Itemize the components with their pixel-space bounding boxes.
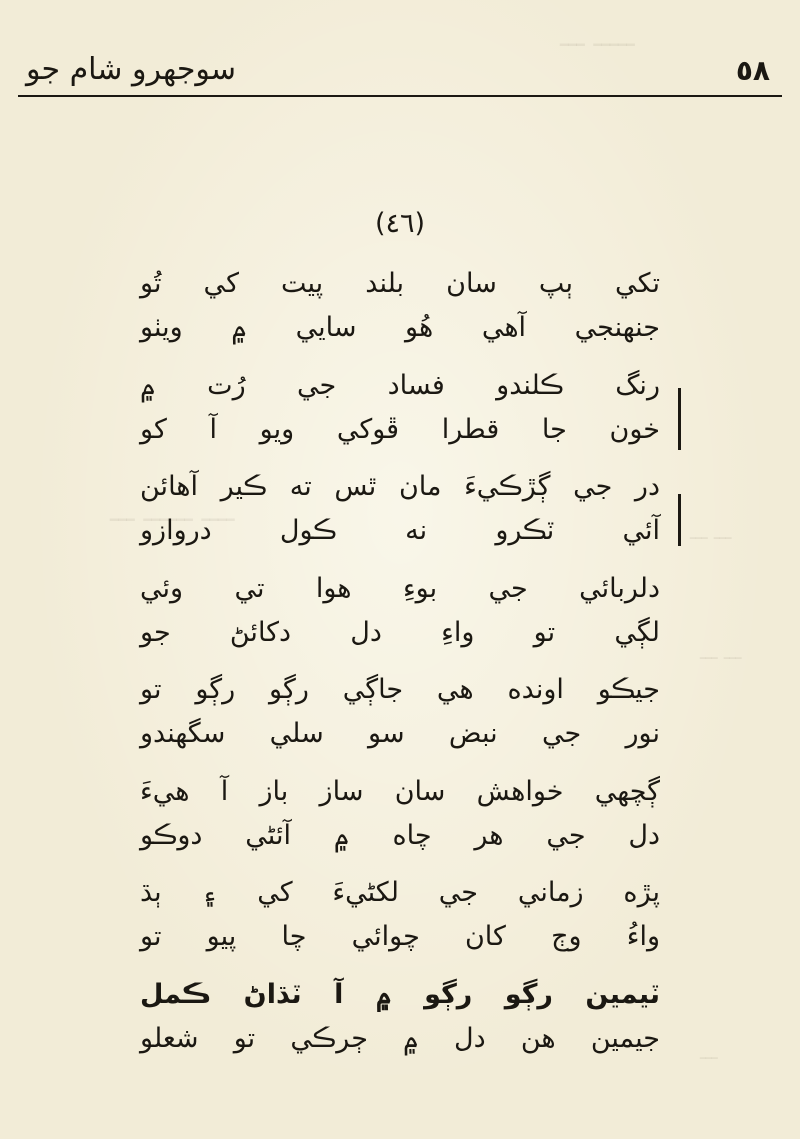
verse-line: آئي ٽڪرو نه ڪول دروازو <box>140 515 660 546</box>
margin-bracket <box>678 494 681 546</box>
verse-line: ڳچھي خواهش سان ساز باز آ هيءَ <box>140 775 660 807</box>
page-header <box>18 50 782 94</box>
verse-line: در جي ڳڙڪيءَ مان ٿس ته ڪير آهائن <box>140 471 660 502</box>
poem-number: (٤٦) <box>374 208 426 239</box>
verse-line: خون جا قطرا ڦوکي ويو آ کو <box>140 413 660 445</box>
verse-line: جيمين هن دل ۾ ڄرڪي تو شعلو <box>140 1022 660 1054</box>
verse-line: جنھنجي آهي هُو سايي ۾ ويٺو <box>140 312 660 343</box>
stanza <box>140 262 660 364</box>
stanza <box>140 770 660 872</box>
verse-line: رنگ ڪلندو فساد جي رُت ۾ <box>140 369 660 401</box>
running-title: سوجھرو شام جو <box>26 52 237 87</box>
stanza <box>140 973 660 1075</box>
verse-line: ٽيمين رڳو رڳو ۾ آ ٽڌاڻ ڪمل <box>140 978 660 1010</box>
stanza <box>140 871 660 973</box>
verse-line: دلربائي جي بوءِ هوا تي وئي <box>140 572 660 604</box>
verse-line: واءُ وڄ کان چوائي چا پيو تو <box>140 921 660 952</box>
verse-line: لڳي تو واءِ دل دکائڻ جو <box>140 616 660 648</box>
stanza <box>140 668 660 770</box>
verse-line: پڙه زماني جي لکڻيءَ کي ۽ ٻڌ <box>140 877 660 908</box>
page-number: ٥٨ <box>735 54 770 87</box>
margin-bracket <box>678 388 681 450</box>
poem-body <box>140 262 660 1074</box>
stanza <box>140 465 660 567</box>
verse-line: تکي ٻپ سان بلند پيت کي تُو <box>140 268 660 299</box>
bleed-through-text: ــــ ــــــ ـــ <box>110 495 235 528</box>
stanza <box>140 364 660 466</box>
bleed-through-text: ـــ <box>700 1040 718 1064</box>
header-rule <box>18 95 782 97</box>
bleed-through-text: ـــــ ـــ <box>560 20 635 53</box>
verse-line: نور جي نبض سو سلي سگھندو <box>140 718 660 749</box>
verse-line: جيڪو اونده هي جاڳي رڳو رڳو تو <box>140 674 660 705</box>
bleed-through-text: ـــ ـــ <box>690 520 732 544</box>
stanza <box>140 567 660 669</box>
bleed-through-text: ـــ ـــ <box>700 640 742 664</box>
verse-line: دل جي هر چاه ۾ آئڻي دوڪو <box>140 819 660 851</box>
